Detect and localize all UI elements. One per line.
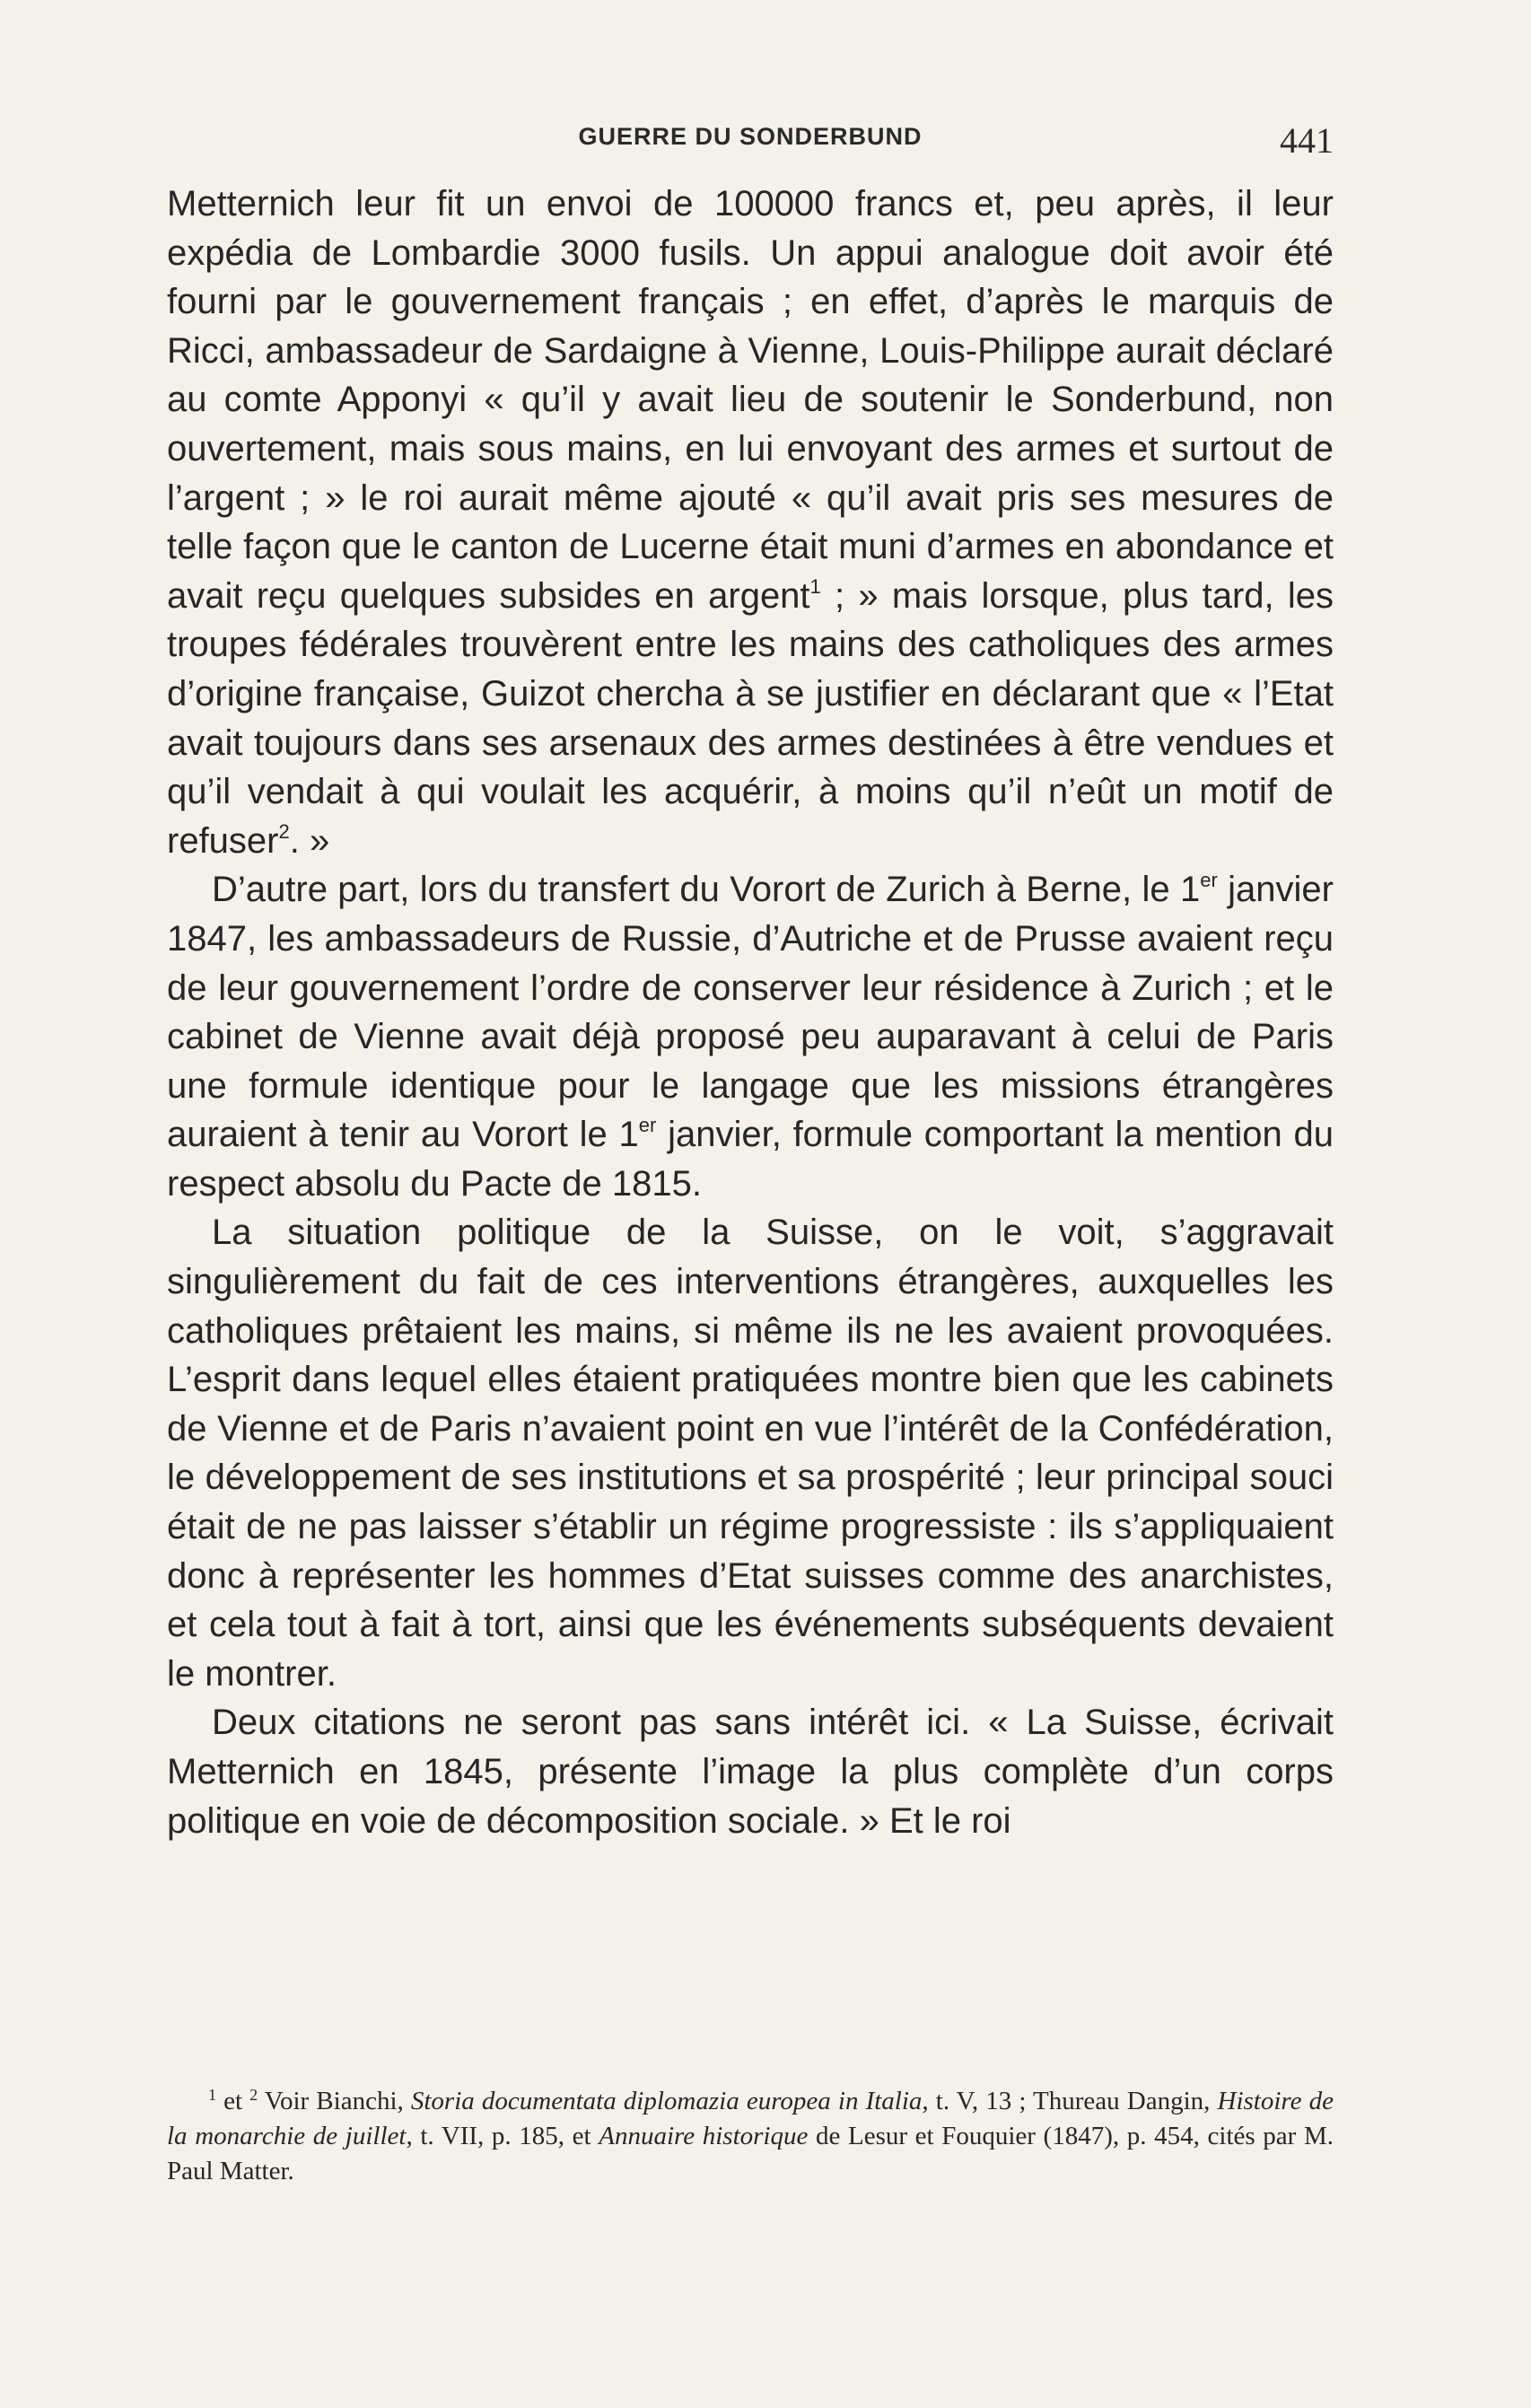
footnote-marker-2: 2	[249, 2086, 258, 2104]
paragraph-2-part-a: D’autre part, lors du transfert du Vorort de Zurich à Berne, le 1	[212, 870, 1201, 910]
ordinal-superscript-1: er	[1200, 869, 1218, 892]
footnote-1-2	[167, 2084, 1334, 2189]
footnote-text-1: Voir Bianchi,	[258, 2087, 411, 2115]
paragraph-1-part-a: Metternich leur fit un envoi de 100000 francs et, peu après, il leur expédia de Lombardie 3000 fusils. Un appui analogue doit avoir été fourni par le gouvernement français ; en effet, d’après le marquis de Ricci, ambassadeur de Sardaigne à Vienne, Louis-Philippe aurait déclaré au comte Apponyi « qu’il y avait lieu de soutenir le Sonderbund, non ouvertement, mais sous mains, en lui envoyant des armes et surtout de l’argent ; » le roi aurait même ajouté « qu’il avait pris ses mesures de telle façon que le canton de Lucerne était muni d’armes en abondance et avait reçu quelques subsides en argent	[167, 184, 1334, 616]
footnote-text-2: , t. V, 13 ; Thureau Dangin,	[922, 2087, 1218, 2115]
footnote-title-storia: Storia documentata diplomazia europea in Italia	[410, 2087, 923, 2115]
paragraph-2	[167, 865, 1334, 1208]
running-head	[167, 120, 1334, 161]
paragraph-2-part-c: janvier, formule comportant la mention du respect absolu du Pacte de 1815.	[167, 1115, 1334, 1204]
running-title: GUERRE DU SONDERBUND	[578, 123, 923, 150]
paragraph-2-part-b: janvier 1847, les ambassadeurs de Russie, d’Autriche et de Prusse avaient reçu de leur gouvernement l’ordre de conserver leur résidence à Zurich ; et le cabinet de Vienne avait déjà proposé peu auparavant à celui de Paris une formule identique pour le langage que les missions étrangères auraient à tenir au Vorort le 1	[167, 870, 1334, 1155]
paragraph-4: Deux citations ne seront pas sans intérêt ici. « La Suisse, écrivait Metternich en 1845, présente l’image la plus complète d’un corps politique en voie de décomposition sociale. » Et le roi	[167, 1703, 1334, 1841]
page-number: 441	[1280, 120, 1334, 161]
footnote-text-3: , t. VII, p. 185, et	[406, 2122, 599, 2150]
footnote-ref-2: 2	[278, 819, 290, 843]
footnote-marker-1: 1	[208, 2086, 216, 2104]
paragraph-1-part-c: . »	[289, 820, 330, 861]
paragraph-1	[167, 180, 1334, 865]
paragraph-1-part-b: ; » mais lorsque, plus tard, les troupes fédérales trouvèrent entre les mains des catholiques des armes d’origine française, Guizot chercha à se justifier en déclarant que « l’Etat avait toujours dans ses arsenaux des armes destinées à être vendues et qu’il vendait à qui voulait les acquérir, à moins qu’il n’eût un motif de refuser	[167, 575, 1334, 861]
footnote-title-annuaire: Annuaire historique	[599, 2122, 809, 2150]
footnote-title-histoire: Histoire de la monarchie de juillet	[167, 2087, 1334, 2150]
footnote-text-4: de Lesur et Fouquier (1847), p. 454, cités par M. Paul Matter.	[167, 2122, 1334, 2185]
paragraph-3: La situation politique de la Suisse, on le voit, s’aggravait singulièrement du fait de ces interventions étrangères, auxquelles les catholiques prêtaient les mains, si même ils ne les avaient provoquées. L’esprit dans lequel elles étaient pratiquées montre bien que les cabinets de Vienne et de Paris n’avaient point en vue l’intérêt de la Confédération, le développement de ses institutions et sa prospérité ; leur principal souci était de ne pas laisser s’établir un régime progressiste : ils s’appliquaient donc à représenter les hommes d’Etat suisses comme des anarchistes, et cela tout à fait à tort, ainsi que les événements subséquents devaient le montrer.	[167, 1213, 1334, 1694]
footnote-ref-1: 1	[809, 574, 821, 598]
footnotes	[167, 2084, 1334, 2189]
body-text	[167, 180, 1334, 1845]
ordinal-superscript-2: er	[638, 1114, 657, 1137]
footnote-joiner: et	[216, 2087, 250, 2115]
